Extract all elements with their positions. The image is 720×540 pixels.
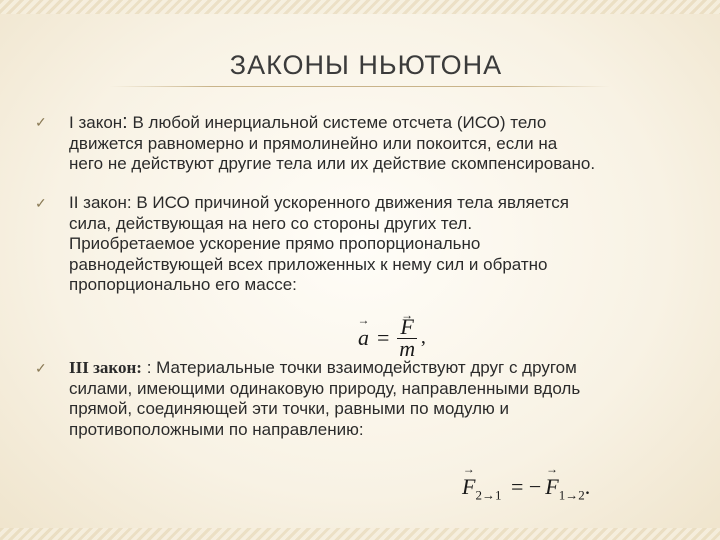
force-over-mass-fraction — [397, 316, 416, 359]
law-2-label: II закон — [69, 193, 127, 212]
law-1-paragraph — [69, 112, 684, 175]
law-3-text-1: : Материальные точки взаимодействуют друг с другом — [141, 358, 577, 377]
top-decorative-stripes — [0, 0, 720, 14]
law-2-line-2: сила, действующая на него со стороны других тел. — [69, 213, 473, 233]
force-2-1-subscript: 2→1 — [475, 487, 502, 503]
mass-symbol: m — [399, 336, 416, 361]
law-1-text-1: В любой инерциальной системе отсчета (ИСО) тело — [127, 113, 547, 132]
checkmark-bullet-icon: ✓ — [35, 195, 47, 211]
force-2-1-vector: → F — [462, 474, 475, 500]
law-1-colon: : — [122, 111, 128, 133]
newton-second-law-formula — [358, 316, 426, 359]
law-3-line-2: силами, имеющими одинаковую природу, направленными вдоль — [69, 378, 581, 398]
law-3-line-3: прямой, соединяющей эти точки, равными по модулю и — [69, 399, 509, 418]
law-2-paragraph — [69, 193, 684, 296]
checkmark-bullet-icon: ✓ — [35, 360, 47, 376]
law-2-text-1: : В ИСО причиной ускоренного движения тела является — [126, 193, 569, 212]
law-2-line-5: пропорционально его массе: — [69, 275, 297, 294]
formula-comma: , — [420, 326, 426, 348]
law-1-line-2: движется равномерно и прямолинейно или покоится, если на — [69, 133, 558, 153]
equals-minus-sign: = − — [510, 474, 542, 499]
law-1-line-1 — [69, 112, 684, 134]
acceleration-vector: → a — [358, 325, 369, 351]
bottom-decorative-stripes — [0, 528, 720, 540]
force-1-2-vector: → F — [545, 474, 558, 500]
slide-title: ЗАКОНЫ НЬЮТОНА — [229, 50, 503, 80]
title-underline — [110, 86, 610, 87]
law-3-line-4: противоположными по направлению: — [69, 419, 364, 439]
law-1-label: I закон — [69, 113, 123, 132]
law-2-line-4: равнодействующей всех приложенных к нему сил и обратно — [69, 254, 548, 274]
law-2-line-1 — [69, 193, 684, 214]
force-vector: → F — [400, 316, 413, 338]
law-3-paragraph — [69, 358, 684, 440]
equals-sign: = — [377, 324, 390, 350]
law-2-line-3: Приобретаемое ускорение прямо пропорционально — [69, 234, 481, 253]
law-3-line-1 — [69, 358, 684, 379]
checkmark-bullet-icon: ✓ — [35, 114, 47, 130]
law-3-label: III закон: — [69, 358, 142, 377]
formula-period: . — [584, 474, 591, 499]
title-container — [60, 50, 660, 81]
newton-third-law-formula — [462, 474, 590, 503]
law-1-line-3: него не действуют другие тела или их действие скомпенсировано. — [69, 154, 596, 173]
force-1-2-subscript: 1→2 — [558, 487, 585, 503]
